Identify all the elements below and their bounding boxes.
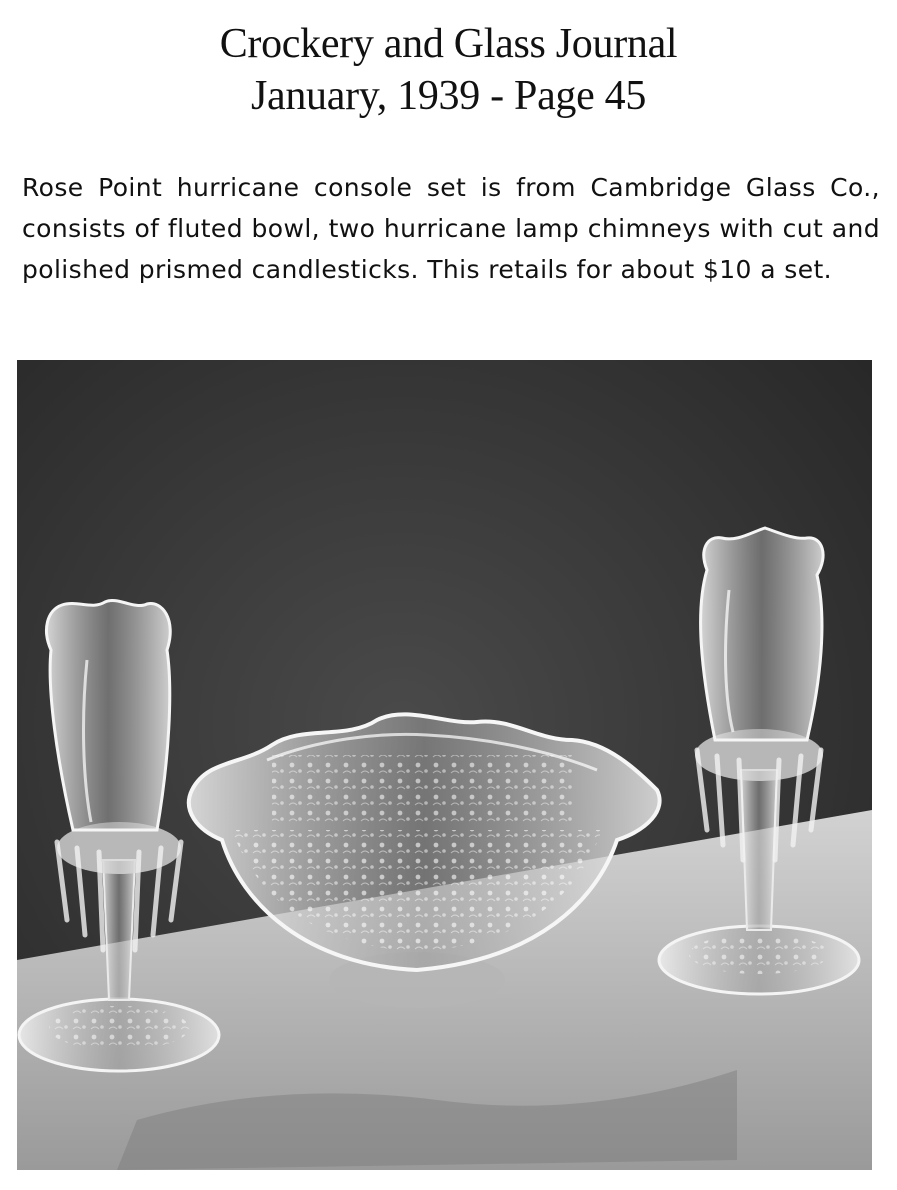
article-caption: Rose Point hurricane console set is from Cambridge Glass Co., consists of fluted bowl, two hurricane lamp chimneys with cut and polished prismed candlesticks. This retails for about $10 a set. [22,173,880,284]
publication-title: Crockery and Glass Journal [219,21,678,67]
product-photo [17,360,872,1170]
issue-date-page: January, 1939 - Page 45 [250,73,647,119]
article-header [0,18,897,122]
console-set-illustration [17,360,872,1170]
